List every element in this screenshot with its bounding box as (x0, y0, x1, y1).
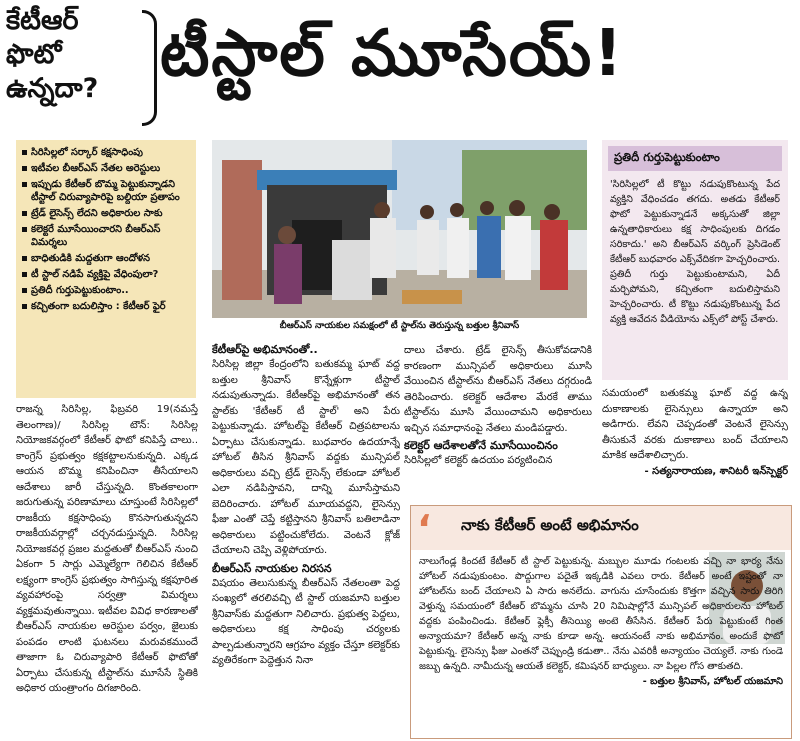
quote-box (410, 505, 792, 739)
column-2-body-2: విషయం తెలుసుకున్న బీఆర్ఎస్ నేతలంతా పెద్ద సంఖ్యలో తరలివచ్చి టీ స్టాల్ యజమాని బత్తుల శ్రీనివాస్‌కు మద్దతుగా నిలిచారు. ప్రభుత్వ పెద్దలు, అధికారులు కక్ష సాధింపు చర్యలకు పాల్పడుతున్నారని ఆగ్రహం వ్యక్తం చేస్తూ కలెక్టర్‌కు వ్యతిరేకంగా పెద్దెత్తున నినా (212, 577, 400, 666)
column-3-subhead: కలెక్టర్ ఆదేశాలతోనే మూసేయించినం (404, 439, 558, 452)
column-2 (212, 343, 400, 738)
highlight-item: కలెక్టరే మూసేయించారని బీఆర్ఎస్ విమర్శలు (22, 223, 192, 249)
info-box-body: 'సిరిసిల్లలో టీ కొట్టు నడుపుకొంటున్న పేద వ్యక్తిని వేధించడం తగదు. అతడు కేటీఆర్ ఫొటో పెట్టుకున్నాడనే అక్కసుతో జిల్లా ఉన్నతాధికారులు కక్ష సాధింపులకు దిగడం సరికాదు.' అని బీఆర్ఎస్ వర్కింగ్ ప్రెసిడెంట్ కేటీఆర్ బుధవారం ఎక్స్‌వేదికగా హెచ్చరించారు. ప్రతిదీ గుర్తు పెట్టుకుంటామని, ఏదీ మర్చిపోమని, కచ్చితంగా బదులిస్తామని హెచ్చరించారు. టీ కొట్టు నడుపుకొంటున్న పేద వ్యక్తి ఆవేదన వీడియోను ఎక్స్‌లో పోస్ట్ చేశారు. (610, 179, 780, 325)
quote-box-body (419, 554, 783, 689)
column-1-body: రాజన్న సిరిసిల్ల, ఫిబ్రవరి 19(నమస్తే తెలంగాణ)/ సిరిసిల్ల టౌన్: సిరిసిల్ల నియోజకవర్గంలో కేటీఆర్ ఫొటో కనిపిస్తే చాలు.. కాంగ్రెస్ ప్రభుత్వం కక్షకట్టాలనుకున్నది. ఎక్కడ ఆయన బొమ్మ కనిపించినా తీసేయాలని ఆదేశాలు జారీ చేస్తున్నది. కొంతకాలంగా జరుగుతున్న పరిణామాలు చూస్తుంటే సిరిసిల్లలో రాజకీయ కక్షసాధింపు కొనసాగుతున్నదని రాజకీయవర్గాల్లో చర్చనడుస్తున్నది. సిరిసిల్ల నియోజకవర్గ ప్రజల మద్దతుతో బీఆర్ఎస్ నుంచి ఏకంగా 5 సార్లు ఎమ్మెల్యేగా గెలిచిన కేటీఆర్ లక్ష్యంగా కాంగ్రెస్ ప్రభుత్వం సాగిస్తున్న కక్షపూరిత వ్యవహారంపై సర్వత్రా విమర్శలు వ్యక్తమవుతున్నాయి. ఇటీవల వివిధ కారణాలతో బీఆర్ఎస్ నాయకుల అరెస్టుల పర్వం, జైలుకు పంపడం లాంటి ఘటనలు మరువకముందే తాజాగా ఓ చిరువ్యాపారి కేటీఆర్ ఫొటోతో ఏర్పాటు చేసుకున్న టీస్టాల్‌ను మూసేసే స్థితికి అధికార యంత్రాంగం దిగజారింది. (16, 404, 198, 694)
tea-stall-photo (212, 140, 587, 318)
column-3-body-1: దాలు చేశారు. ట్రేడ్ లైసెన్స్ తీసుకోవడానికి కారణంగా మున్సిపల్ అధికారులు మూసి వేయించిన టీస్టాల్‌ను బీఆర్ఎస్ నేతలు దగ్గరుండి తెరిపించారు. కలెక్టర్ ఆదేశాల మేరకే తాము టీస్టాల్‌ను మూసి వేయించామని అధికారులు ఇచ్చిన సమాధానంపై నేతలు మండిపడ్డారు. (404, 345, 592, 434)
info-box (602, 140, 788, 380)
headline-side-line1: కేటీఆర్ (6, 5, 79, 36)
highlight-item: ప్రతిదీ గుర్తుపెట్టుకుంటాం.. (22, 284, 192, 297)
quote-text: నాలుగేండ్ల కిందటే కేటీఆర్ టీ స్టాల్ పెట్టుకున్న. మబ్బుల మూడు గంటలకు వచ్చి నా భార్య నేను హోటల్ నడుపుకుంటం. పొద్దుగాల పదైతే ఇక్కడికి ఎవలు రారు. కేటీఆర్ అంటే ఇష్టంతో నా హోటల్‌ను బంద్ చేయాలని ఏ సారు అనలేదు. వాగును చూసేందుకు కొత్తగా వచ్చిన సారు తిరిగి వెళ్తున్న సమయంలో కేటీఆర్ బొమ్మను చూసి 20 నిమిషాల్లోనే మున్సిపల్ అధికారులను హోటల్ వద్దకు పంపించిండు. కేటీఆర్ ఫ్లెక్సీ తీసెయ్యి అంటె తీసేసిన. కేటీఆర్ పేరు పెట్టుకుంటే గింత అన్యాయమా? కేటీఆర్ అన్న నాకు కూడా అన్న. ఆయనంటే నాకు అభిమానం. అందుకే ఫొటో పెట్టుకున్న. లైసెన్సు ఫీజు ఎంతనో చెప్పుండ్రి కడుతా.. నేను ఎవరికీ అన్యాయం చెయ్యలే. నాకు గుండె జబ్బు ఉన్నది. నామీదున్న ఆయతే కలెక్టర్, కమిషనర్ బాధ్యులు. నా పిల్లల గోస తాకుతది. (419, 556, 783, 672)
quote-signature: - బత్తుల శ్రీనివాస్, హోటల్ యజమాని (642, 676, 783, 687)
photo-caption: బీఆర్ఎస్ నాయకుల సమక్షంలో టీ స్టాల్‌ను తెరుస్తున్న బత్తుల శ్రీనివాస్ (279, 321, 520, 331)
highlight-item: బాధితుడికి మద్దతుగా ఆందోళన (22, 252, 192, 265)
headline-side-line3: ఉన్నదా? (6, 73, 99, 104)
photo-illustration (212, 140, 587, 318)
column-2-body-1: సిరిసిల్ల జిల్లా కేంద్రంలోని బతుకమ్మ ఘాట్ వద్ద బత్తుల శ్రీనివాస్ కొన్నేళ్లుగా టీస్టాల్ నడుపుతున్నాడు. కేటీఆర్‌పై అభిమానంతో తన స్టాల్‌కు 'కేటీఆర్ టీ స్టాల్' అని పేరు పెట్టుకున్నాడు. హోటల్‌పై కేటీఆర్ చిత్రపటాలను ఏర్పాటు చేసుకున్నాడు. బుధవారం ఉదయాన్నే హోటల్ తీసిన శ్రీనివాస్ వద్దకు మున్సిపల్ అధికారులు వచ్చి ట్రేడ్ లైసెన్స్ లేకుండా హోటల్ ఎలా నడిపిస్తావని, దాన్ని మూసేస్తామని బెదిరించారు. హోటల్ మూయవద్దని, లైసెన్సు ఫీజు ఎంతో చెప్తే కట్టిస్తానని శ్రీనివాస్ బతిలాడినా అధికారులు పట్టించుకోలేదు. వెంటనే క్లోజ్ చేయాలని చెప్పి వెళ్లిపోయారు. (212, 359, 400, 556)
column-4-signature: - సత్యనారాయణ, శానిటరీ ఇన్‌స్పెక్టర్ (644, 465, 788, 477)
highlights-box (16, 140, 196, 398)
column-3 (404, 343, 592, 503)
quote-box-heading: నాకు కేటీఆర్ అంటే అభిమానం (461, 516, 639, 534)
headline-side (6, 4, 136, 106)
highlight-item: ట్రేడ్ లైసెన్స్ లేదని అధికారుల సాకు (22, 207, 192, 220)
column-3-body-2: సిరిసిల్లలో కలెక్టర్ ఉదయం పర్యటించిన (404, 455, 553, 466)
column-2-subhead-2: బీఆర్ఎస్ నాయకుల నిరసన (212, 561, 332, 575)
highlight-item: సిరిసిల్లలో సర్కార్ కక్షసాధింపు (22, 146, 192, 159)
highlight-item: టీ స్టాల్ నడిపే వ్యక్తిపై వేధింపులా? (22, 268, 192, 281)
column-2-subhead-1: కేటీఆర్‌పై అభిమానంతో.. (212, 343, 318, 356)
column-4-body: సమయంలో బతుకమ్మ ఘాట్ వద్ద ఉన్న దుకాణాలకు లైసెన్సులు ఉన్నాయా అని అడిగారు. లేవని చెప్పడంతో వెంటనే లైసెన్సు తీసుకునే వరకు దుకాణాలు బంద్ చేయాలని మాకిక ఆదేశాలిచ్చారు. (602, 388, 788, 461)
headline-bracket (142, 10, 157, 126)
main-headline: టీస్టాల్ మూసేయ్! (160, 17, 625, 91)
column-4 (602, 386, 788, 501)
info-box-heading: ప్రతిదీ గుర్తుపెట్టుకుంటాం (608, 146, 782, 171)
highlight-item: ఇటీవల బీఆర్ఎస్ నేతల అరెస్టులు (22, 162, 192, 175)
quote-mark-icon: ‘ (417, 507, 432, 551)
highlight-item: ఇప్పుడు కేటీఆర్ బొమ్మ పెట్టుకున్నాడని టీస్టాల్ చిరువ్యాపారిపై బల్దియా ప్రతాపం (22, 178, 192, 204)
highlight-item: కచ్చితంగా బదులిస్తాం : కేటీఆర్ ఫైర్ (22, 300, 192, 313)
headline-side-line2: ఫొటో (6, 39, 62, 70)
